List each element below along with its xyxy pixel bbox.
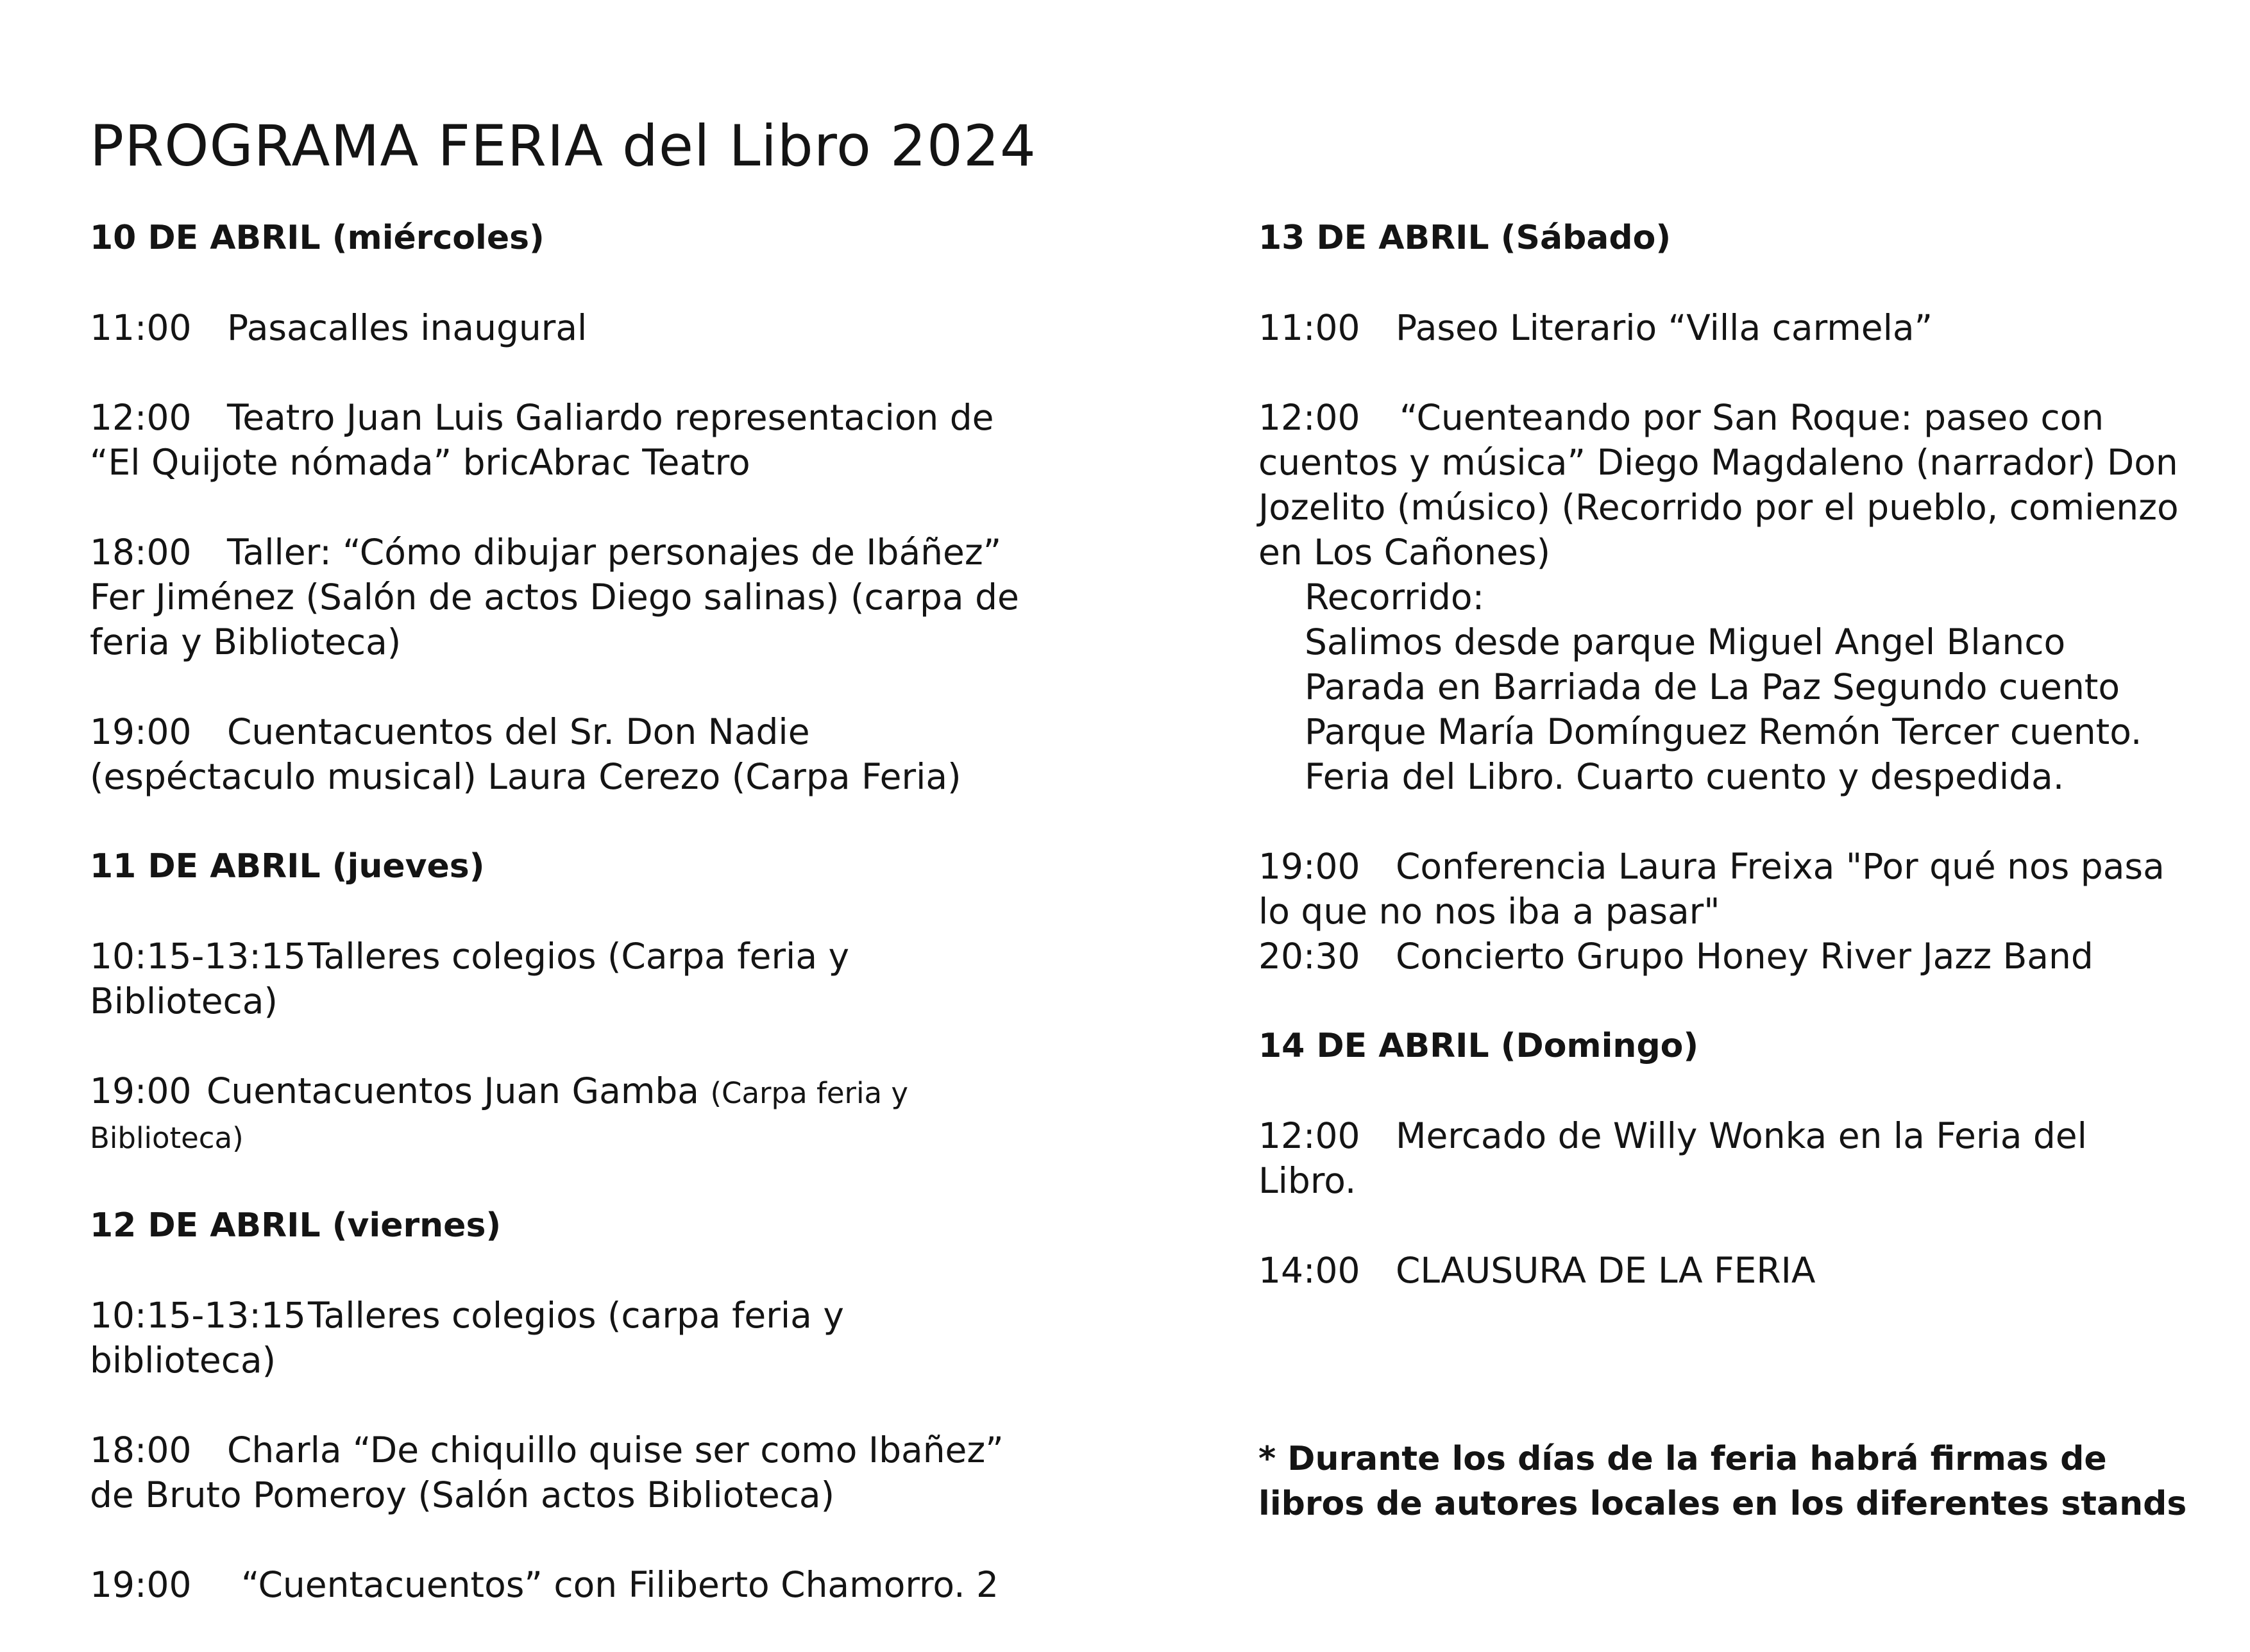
event-time: 19:00 [90, 711, 192, 752]
event-12-1800 [90, 1428, 1033, 1517]
event-12-1900 [90, 1562, 1033, 1607]
event-text: Conferencia Laura Freixa "Por qué nos pasa lo que no nos iba a pasar" [1258, 846, 2165, 932]
event-time: 10:15-13:15 [90, 936, 306, 977]
event-text: Talleres colegios (carpa feria y biblioteca) [90, 1295, 844, 1381]
route-line: Parada en Barriada de La Paz Segundo cuento [1305, 666, 2120, 707]
event-13-1900 [1258, 844, 2195, 934]
event-10-1200 [90, 395, 1033, 485]
route-line: Recorrido: [1305, 577, 1485, 618]
event-time: 10:15-13:15 [90, 1295, 306, 1336]
event-text: Charla “De chiquillo quise ser como Ibañez” de Bruto Pomeroy (Salón actos Biblioteca) [90, 1429, 1004, 1515]
event-13-1100 [1258, 305, 2195, 350]
day-heading-14: 14 DE ABRIL (Domingo) [1258, 1027, 1699, 1065]
event-11-talleres [90, 934, 1033, 1024]
event-time: 19:00 [90, 1070, 192, 1111]
event-time: 19:00 [90, 1564, 192, 1605]
event-10-1900 [90, 709, 1033, 799]
route-line: Feria del Libro. Cuarto cuento y despedida. [1305, 756, 2065, 797]
event-10-1100 [90, 305, 1033, 350]
day-heading-11: 11 DE ABRIL (jueves) [90, 847, 485, 886]
event-text: “Cuenteando por San Roque: paseo con cuentos y música” Diego Magdaleno (narrador) Don Jozelito (músico) (Recorrido por el pueblo, comienzo en Los Cañones) [1258, 397, 2179, 573]
event-text: CLAUSURA DE LA FERIA [1396, 1250, 1816, 1291]
event-text: Cuentacuentos Juan Gamba [207, 1070, 700, 1111]
page-title: PROGRAMA FERIA del Libro 2024 [90, 113, 1036, 179]
event-time: 12:00 [1258, 397, 1360, 438]
event-time: 11:00 [90, 307, 192, 348]
event-time: 18:00 [90, 1429, 192, 1471]
event-14-1200 [1258, 1113, 2195, 1203]
event-time: 20:30 [1258, 936, 1360, 977]
event-time: 18:00 [90, 532, 192, 573]
day-heading-10: 10 DE ABRIL (miércoles) [90, 219, 545, 257]
event-12-talleres [90, 1293, 1033, 1383]
event-13-2030 [1258, 934, 2195, 979]
event-time: 12:00 [90, 397, 192, 438]
event-text: Teatro Juan Luis Galiardo representacion de “El Quijote nómada” bricAbrac Teatro [90, 397, 994, 483]
event-text: Pasacalles inaugural [227, 307, 588, 348]
event-11-1900 [90, 1068, 1033, 1158]
event-text: Paseo Literario “Villa carmela” [1396, 307, 1933, 348]
event-time: 19:00 [1258, 846, 1360, 887]
route-line: Salimos desde parque Miguel Angel Blanco [1305, 621, 2066, 662]
event-14-1400 [1258, 1248, 2195, 1293]
route-list [1258, 575, 2195, 799]
event-text: Mercado de Willy Wonka en la Feria del Libro. [1258, 1115, 2087, 1201]
route-line: Parque María Domínguez Remón Tercer cuento. [1305, 711, 2142, 752]
event-text: Taller: “Cómo dibujar personajes de Ibáñez” Fer Jiménez (Salón de actos Diego salinas) (carpa de feria y Biblioteca) [90, 532, 1019, 662]
event-text: Cuentacuentos del Sr. Don Nadie (espéctaculo musical) Laura Cerezo (Carpa Feria) [90, 711, 961, 797]
event-text: Talleres colegios (Carpa feria y Biblioteca) [90, 936, 850, 1022]
event-location: (Carpa feria y Biblioteca) [90, 1076, 909, 1155]
left-column [90, 215, 1033, 1652]
event-text: “Cuentacuentos” con Filiberto Chamorro. 2 [241, 1564, 999, 1605]
event-10-1800 [90, 530, 1033, 664]
day-heading-13: 13 DE ABRIL (Sábado) [1258, 219, 1671, 257]
signing-note: * Durante los días de la feria habrá firmas de libros de autores locales en los diferentes stands [1258, 1440, 2187, 1523]
event-text: Concierto Grupo Honey River Jazz Band [1396, 936, 2094, 977]
right-column [1258, 215, 2195, 1338]
event-time: 11:00 [1258, 307, 1360, 348]
event-time: 14:00 [1258, 1250, 1360, 1291]
day-heading-12: 12 DE ABRIL (viernes) [90, 1206, 502, 1245]
event-time: 12:00 [1258, 1115, 1360, 1156]
event-13-1200 [1258, 395, 2195, 575]
